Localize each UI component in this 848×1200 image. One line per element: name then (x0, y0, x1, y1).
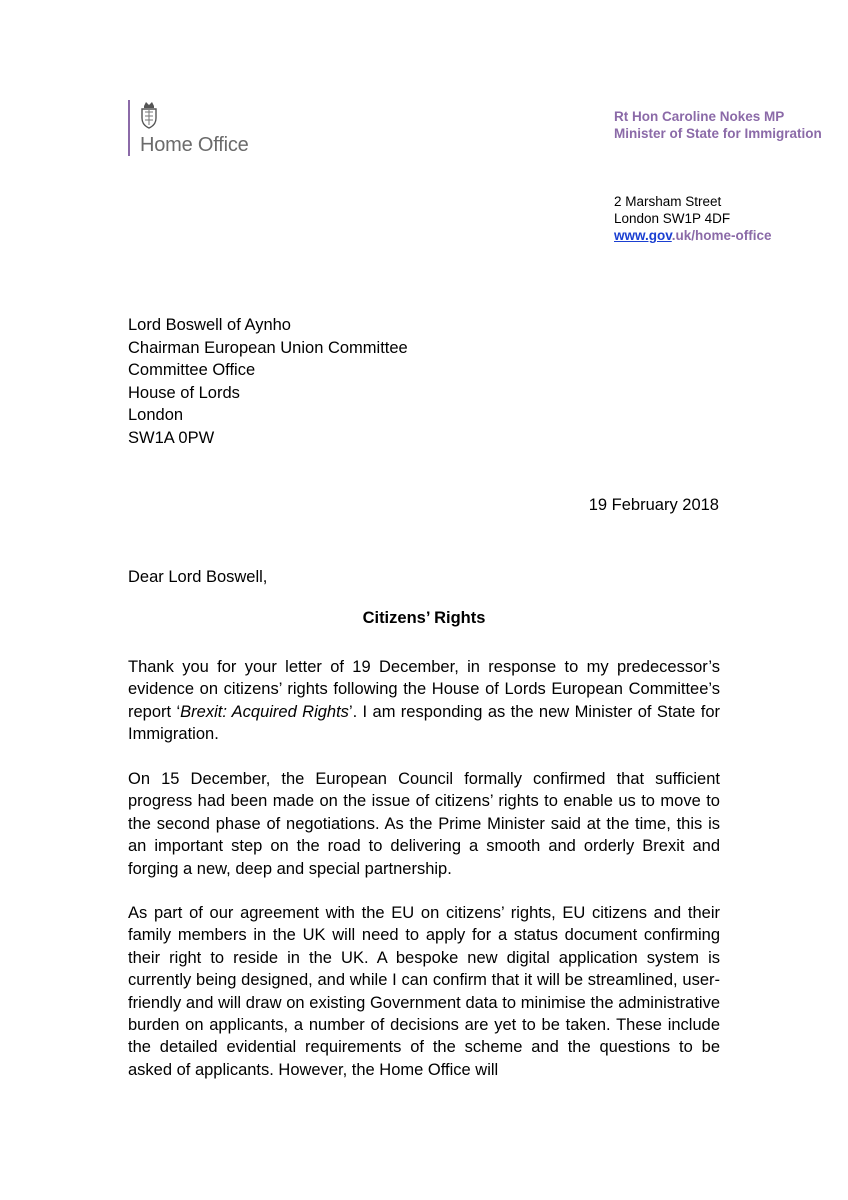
letter-subject: Citizens’ Rights (362, 609, 486, 627)
paragraph-3: As part of our agreement with the EU on citizens’ rights, EU citizens and their family members in the UK will need to apply for a status document confirming their right to reside in the UK. A bespoke new digital application system is currently being designed, and while I can confirm that it will be streamlined, user-friendly and will draw on existing Government data to minimise the administrative burden on applicants, a number of decisions are yet to be taken. These include the detailed evidential requirements of the scheme and the questions to be asked of applicants. However, the Home Office will (128, 904, 720, 1079)
paragraph-1-text: Thank you for your letter of 19 December, in response to my predecessor’s evidence on citizens’ rights following the House of Lords European Committee’s report ‘ (128, 658, 720, 721)
recipient-line: Lord Boswell of Aynho (128, 316, 291, 334)
recipient-line: Chairman European Union Committee (128, 338, 408, 357)
website-link-domain[interactable]: www.gov (614, 228, 672, 243)
address-line: 2 Marsham Street (614, 194, 722, 209)
minister-block (614, 108, 822, 142)
minister-name: Rt Hon Caroline Nokes MP (614, 109, 785, 124)
minister-title: Minister of State for Immigration (614, 126, 822, 141)
logo-text: Home Office (140, 134, 249, 156)
address-line: London SW1P 4DF (614, 211, 731, 226)
paragraph-1 (128, 656, 720, 746)
recipient-line: House of Lords (128, 383, 240, 402)
recipient-line: Committee Office (128, 361, 256, 379)
website-link-path[interactable]: .uk/home-office (671, 228, 772, 243)
sender-address (614, 193, 730, 227)
paragraph-2: On 15 December, the European Council formally confirmed that sufficient progress had been made on the issue of citizens’ rights to enable us to move to the second phase of negotiations. As the Prime Minister said at the time, this is an important step on the road to delivering a smooth and orderly Brexit and forging a new, deep and special partnership. (128, 770, 720, 878)
logo-divider (128, 100, 130, 156)
recipient-line: SW1A 0PW (128, 428, 215, 447)
salutation: Dear Lord Boswell, (128, 568, 268, 586)
paragraph-1-text-end: ’. I am responding as the new Minister of State for Immigration. (128, 702, 720, 744)
report-title: Brexit: Acquired Rights (180, 702, 349, 721)
royal-crest-icon (138, 100, 160, 130)
letter-date: 19 February 2018 (588, 496, 719, 514)
recipient-address (128, 314, 408, 449)
website-link[interactable] (614, 228, 772, 243)
recipient-line: London (128, 406, 184, 424)
